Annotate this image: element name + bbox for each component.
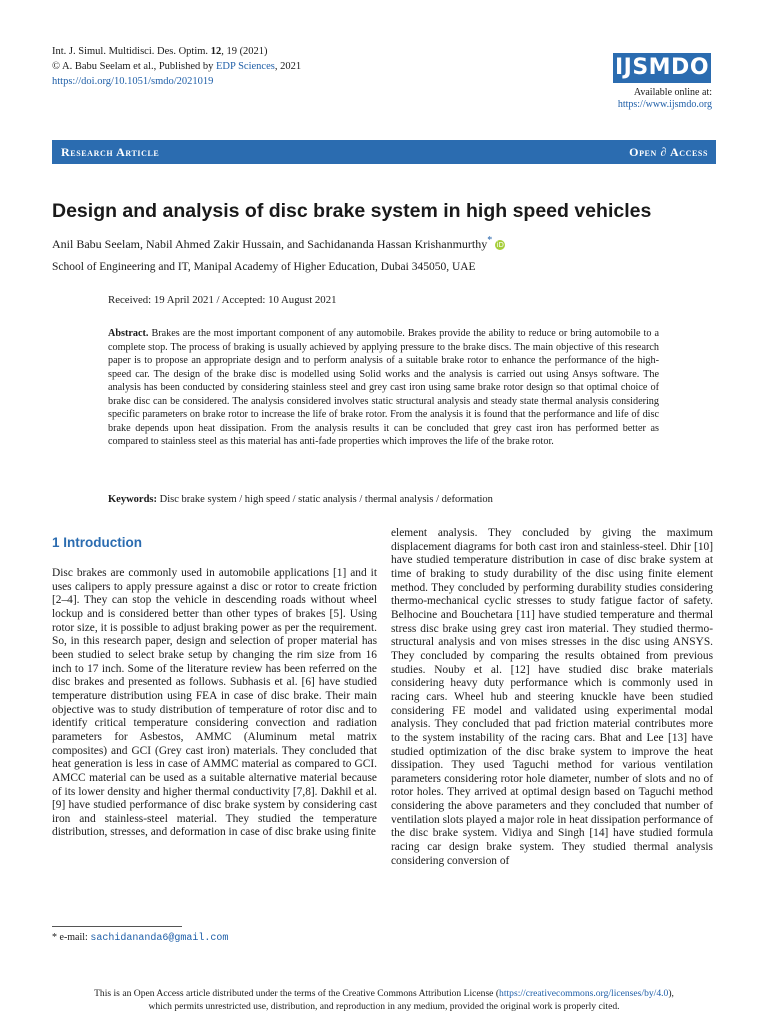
abstract [108,327,659,449]
article-type-banner [52,140,716,164]
license-link[interactable]: https://creativecommons.org/licenses/by/4.0 [499,988,669,999]
license-line-2: which permits unrestricted use, distribution, and reproduction in any medium, provided the original work is properly cited. [148,1001,620,1012]
publisher-link[interactable]: EDP Sciences [216,61,275,72]
keywords-text: Disc brake system / high speed / static analysis / thermal analysis / deformation [159,494,493,505]
section-heading-introduction: 1 Introduction [52,535,142,550]
available-online [618,87,712,111]
email-link[interactable]: sachidananda6@gmail.com [90,933,229,944]
right-column-text: element analysis. They concluded by giving the maximum displacement diagrams for both cast iron and stainless-steel. Dhir [10] have studied temperature distribution in case of disc brake system at time of braking to study durability of the disc using finite element method. They concluded by performing durability studies considering thermo-mechanical cyclic stresses to study fatigue factor of safety. Belhocine and Bouchetara [11] have studied temperature and thermal stress disc brake using grey cast iron material. They studied thermo-structural analysis and von mises stresses in the disc using ANSYS. They concluded by comparing the results obtained from previous studies. Nouby et al. [12] have studied disc brake materials considering heavy duty performance which is commonly used in racing cars. Wheel hub and steering knuckle have been studied considering FE model and validated using experimental modal analysis. They concluded that pad friction material contributes more to the system instability of the racing cars. Bhat and Lee [13] have studied optimization of the disc brake system to improve the heat dissipation. They used Taguchi method for various ventilation parameters considering rotor hole diameter, number of slots and no of rotor holes. They arrived at optimal design based on Taguchi method considering the above parameters and they concluded that number of ventilation slots played a major role in heat dissipation performance of the disc brake system. Vidiya and Singh [14] have studied formula racing car design brake system. They studied thermal analysis considering conversion of [391,527,714,867]
left-column-text: Disc brakes are commonly used in automobile applications [1] and it uses calipers to apply pressure against a disc or rotor to create friction [2–4]. They can stop the vehicle in descending roads without wheel lockup and is considered better than other types of brakes [5]. Using rotor size, it is possible to adjust braking power as per the requirement. So, in this research paper, design and selection of proper material has been studied to select brake setup by changing the rim size from 16 inch to 17 inch. Some of the literature review has been referred on the disc brakes and presented as follows. Subhasis et al. [6] have studied temperature distribution using FEA in case of disc brake. Their main objective was to study distribution of temperature of rotor disc and to identify critical temperature considering convection and radiation parameters for Asbestos, AMMC (Aluminum metal matrix composites) and GCI (Grey cast iron) materials. They concluded that heat generation is less in case of AMMC material as compared to GCI. AMCC material can be used as a suitable alternative material because of its lower density and higher thermal conductivity [7,8]. Dakhil et al. [9] have studied performance of disc brake system by considering cast iron and stainless-steel material. They studied the temperature distribution, stresses, and deformation in case of disc brake using finite [52,567,377,839]
footnote-divider [52,926,182,927]
research-article-label: Research Article [61,145,160,159]
volume-number: 12 [210,46,222,57]
corresponding-author-mark[interactable]: * [487,235,493,246]
received-accepted-dates: Received: 19 April 2021 / Accepted: 10 August 2021 [108,294,337,306]
abstract-text: Brakes are the most important component of any automobile. Brakes provide the ability to reduce or bring automobile to a complete stop. The process of braking is usually achieved by applying pressure to the brake discs. The main objective of this research paper is to propose an appropriate design and to perform analysis of a suitable brake rotor to enhance the performance of the high-speed car. The design of the brake disc is modelled using Solid works and the analysis is carried out using Ansys software. The analysis has been conducted by considering stainless steel and grey cast iron using same brake rotor design so that optimal choice of brake disc can be considered. The analysis considered involves static structural analysis and steady state thermal analysis considering specific parameters on brake rotor to increase the life of brake rotor. From the analysis it is found that the performance and life of disc brake depends upon heat dissipation. From the analysis results it can be concluded that grey cast iron has performed better as compared to stainless steel as this material has anti-fade properties which improves the life of the brake rotor. [108,328,659,447]
open-access-label: Open ∂ Access [629,145,708,159]
author-list: Anil Babu Seelam, Nabil Ahmed Zakir Hussain, and Sachidananda Hassan Krishanmurthy* iD [52,235,504,251]
article-title: Design and analysis of disc brake system in high speed vehicles [52,200,652,222]
abstract-label: Abstract. [108,328,149,339]
license-notice: This is an Open Access article distributed under the terms of the Creative Commons Attribution License (https://creativecommons.org/licenses/by/4.0), which permits unrestricted use, distribution, and reproduction in any medium, provided the original work is properly cited. [52,987,716,1013]
orcid-icon[interactable]: iD [496,241,504,250]
available-label: Available online at: [633,87,712,98]
footnote: * e-mail: sachidananda6@gmail.com [52,932,229,944]
journal-logo[interactable]: IJSMDO [613,53,711,83]
affiliation: School of Engineering and IT, Manipal Academy of Higher Education, Dubai 345050, UAE [52,261,476,273]
journal-header [52,44,301,89]
citation-line: Int. J. Simul. Multidisci. Des. Optim. 12, 19 (2021) [52,46,268,57]
keywords-label: Keywords: [108,494,157,505]
keywords [108,494,493,505]
doi-link[interactable]: https://doi.org/10.1051/smdo/2021019 [52,76,214,87]
journal-url-link[interactable]: https://www.ijsmdo.org [617,99,712,110]
copyright-line: © A. Babu Seelam et al., Published by EDP Sciences, 2021 [52,61,302,72]
